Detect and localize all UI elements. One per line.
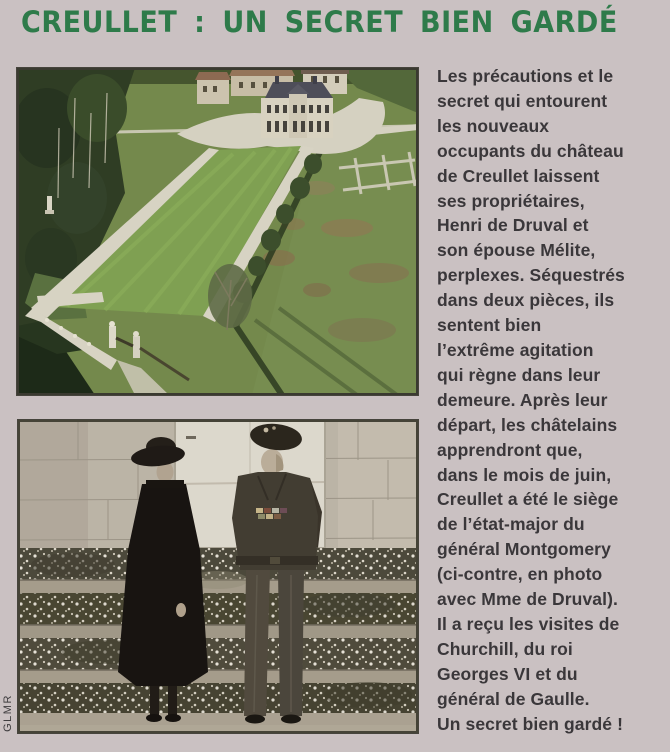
photo-druval-montgomery (18, 420, 418, 733)
article-line: Churchill, du roi (437, 638, 573, 659)
article-line: occupants du château (437, 140, 624, 161)
article-line: général Montgomery (437, 539, 611, 560)
article-text (437, 64, 667, 736)
article-line: perplexes. Séquestrés (437, 265, 625, 286)
article-line: Georges VI et du (437, 663, 578, 684)
article-line: l’extrême agitation (437, 339, 594, 360)
article-line: qui règne dans leur (437, 364, 601, 385)
aerial-photo-illustration (17, 68, 418, 395)
article-line: départ, les châtelains (437, 414, 618, 435)
article-line: secret qui entourent (437, 90, 608, 111)
aerial-photo-chateau (17, 68, 418, 395)
article-line: avec Mme de Druval). (437, 589, 618, 610)
article-line: demeure. Après leur (437, 389, 608, 410)
article-line: son épouse Mélite, (437, 240, 596, 261)
article-line: Il a reçu les visites de (437, 613, 620, 634)
article-line: Un secret bien gardé ! (437, 713, 624, 734)
article-line: dans deux pièces, ils (437, 290, 615, 311)
chateau (261, 76, 333, 138)
article-line: Les précautions et le (437, 66, 614, 86)
article-line: (ci-contre, en photo (437, 564, 603, 585)
article-line: sentent bien (437, 315, 542, 336)
article-line: apprendront que, (437, 439, 583, 460)
article-line: général de Gaulle. (437, 688, 590, 709)
article-line: ses propriétaires, (437, 190, 585, 211)
photo-credit: GLMR (2, 694, 14, 732)
portrait-photo-illustration (18, 420, 418, 733)
article-line: de Creullet laissent (437, 165, 600, 186)
page-title: CREULLET : UN SECRET BIEN GARDÉ (21, 6, 618, 40)
article-line: Creullet a été le siège (437, 489, 619, 510)
article-line: Henri de Druval et (437, 215, 589, 236)
article-line: de l’état-major du (437, 514, 585, 535)
article-line: les nouveaux (437, 115, 550, 136)
article-line: dans le mois de juin, (437, 464, 612, 485)
